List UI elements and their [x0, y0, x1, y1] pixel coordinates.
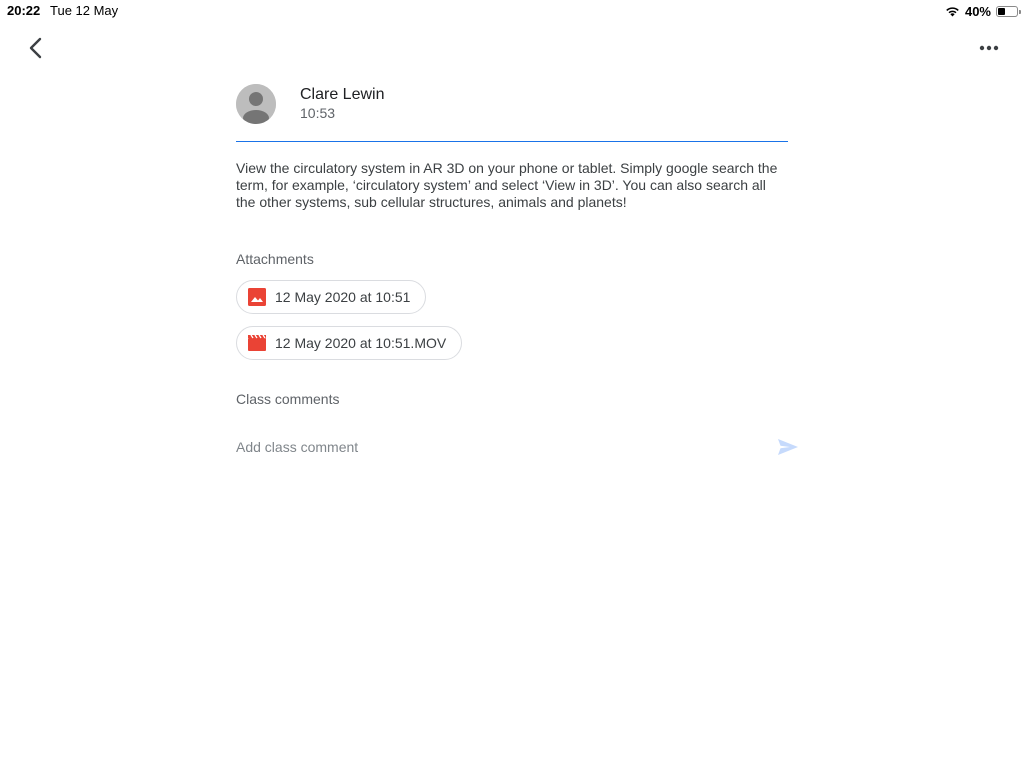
post-header	[236, 84, 788, 142]
class-comments-heading: Class comments	[236, 391, 340, 407]
send-comment-button[interactable]	[776, 436, 800, 458]
attachment-label: 12 May 2020 at 10:51.MOV	[275, 335, 447, 351]
status-indicators	[945, 3, 1018, 19]
battery-percent: 40%	[964, 3, 991, 19]
attachment-label: 12 May 2020 at 10:51	[275, 289, 411, 305]
attachment-chip-image[interactable]	[236, 280, 426, 314]
post-body: View the circulatory system in AR 3D on your phone or tablet. Simply google search the term, for example, ‘circulatory system’ and select ‘View in 3D’. You can also search all the other systems, sub cellular structures, animals and planets!	[236, 160, 778, 210]
battery-fill	[998, 8, 1005, 15]
status-time: 20:22	[7, 3, 41, 18]
attachments-heading: Attachments	[236, 251, 314, 267]
more-options-button[interactable]	[976, 36, 1002, 60]
image-icon	[248, 288, 266, 306]
chevron-left-icon	[28, 37, 44, 59]
person-icon	[236, 84, 276, 124]
status-date: Tue 12 May	[50, 3, 119, 18]
back-button[interactable]	[22, 34, 50, 62]
post-time: 10:53	[300, 105, 336, 121]
author-name: Clare Lewin	[300, 86, 385, 103]
avatar	[236, 84, 276, 124]
movie-icon	[248, 334, 266, 352]
status-bar	[0, 0, 1024, 22]
class-comment-input[interactable]	[236, 436, 766, 458]
battery-icon	[996, 6, 1018, 17]
more-horizontal-icon	[979, 45, 999, 51]
send-icon	[777, 438, 799, 456]
attachment-chip-video[interactable]	[236, 326, 462, 360]
wifi-icon	[945, 6, 960, 17]
